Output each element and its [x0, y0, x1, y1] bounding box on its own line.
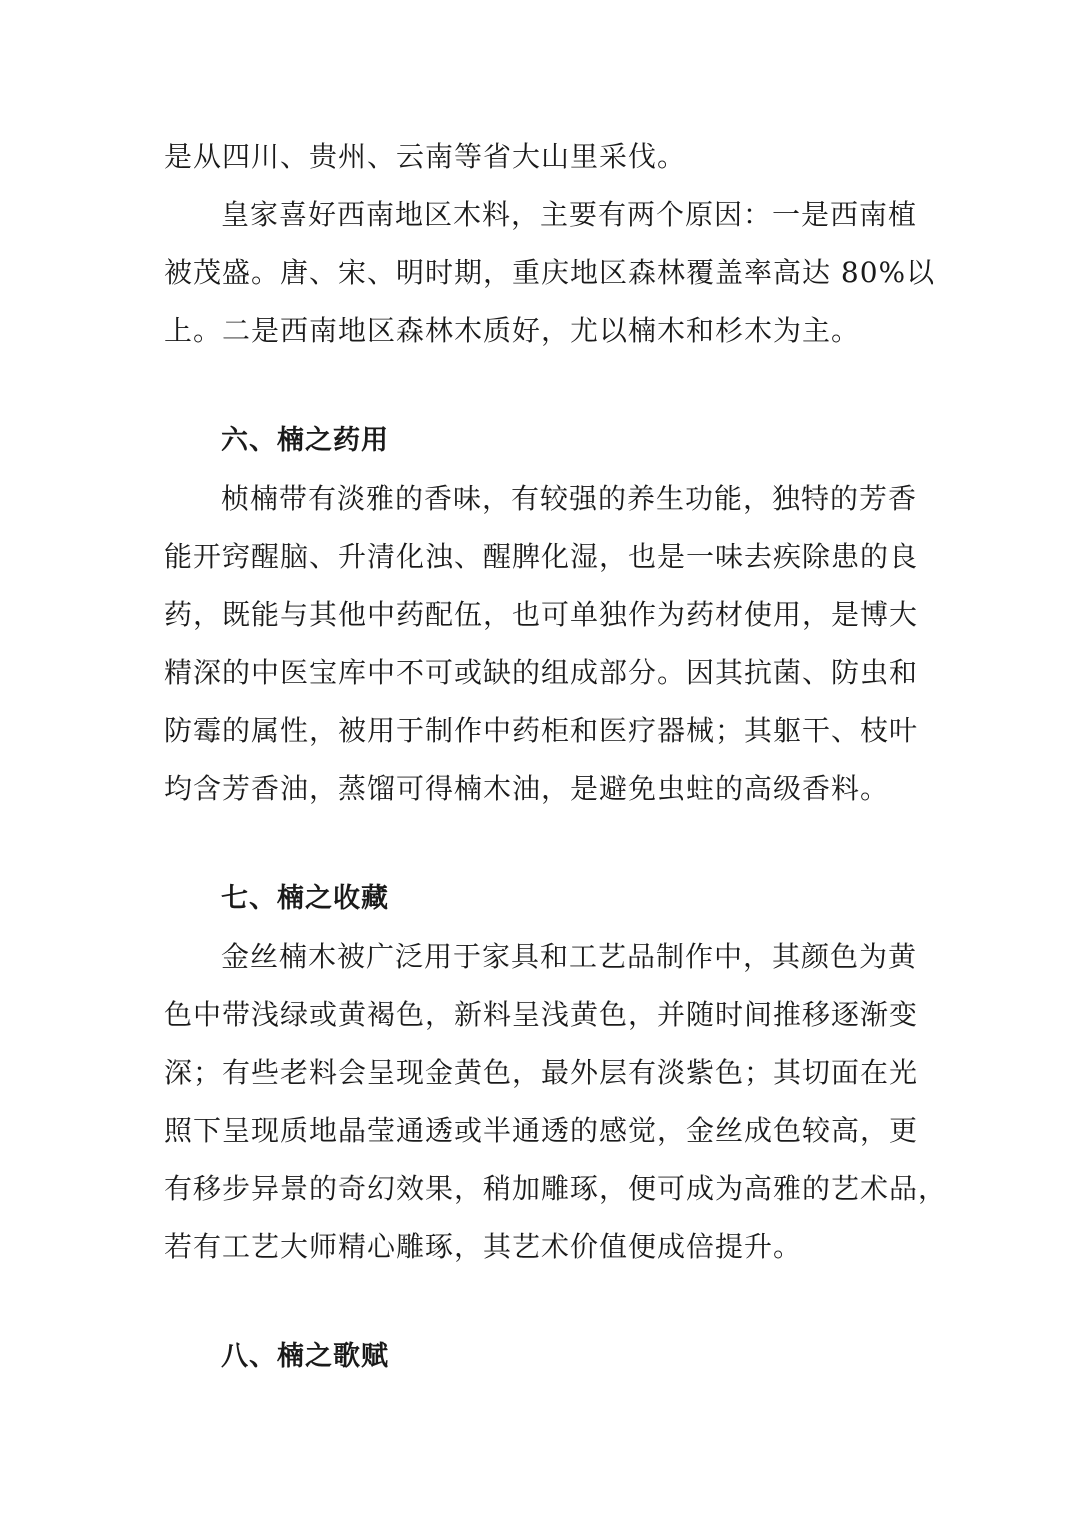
text-line: 有移步异景的奇幻效果，稍加雕琢，便可成为高雅的艺术品， — [164, 1172, 948, 1205]
text-line: 深；有些老料会呈现金黄色，最外层有淡紫色；其切面在光 — [164, 1056, 919, 1089]
text-line: 色中带浅绿或黄褐色，新料呈浅黄色，并随时间推移逐渐变 — [164, 998, 919, 1031]
text-line: 防霉的属性，被用于制作中药柜和医疗器械；其躯干、枝叶 — [164, 714, 919, 747]
text-line: 被茂盛。唐、宋、明时期，重庆地区森林覆盖率高达 80%以 — [164, 256, 936, 289]
text-line: 金丝楠木被广泛用于家具和工艺品制作中，其颜色为黄 — [221, 940, 918, 973]
text-line: 是从四川、贵州、云南等省大山里采伐。 — [164, 140, 687, 173]
text-line: 均含芳香油，蒸馏可得楠木油，是避免虫蛀的高级香料。 — [164, 772, 890, 805]
paragraph — [164, 128, 914, 186]
text-line: 桢楠带有淡雅的香味，有较强的养生功能，独特的芳香 — [221, 482, 918, 515]
text-line: 能开窍醒脑、升清化浊、醒脾化湿，也是一味去疾除患的良 — [164, 540, 919, 573]
text-line: 若有工艺大师精心雕琢，其艺术价值便成倍提升。 — [164, 1230, 803, 1263]
section-heading: 七、楠之收藏 — [221, 883, 389, 914]
text-line: 精深的中医宝库中不可或缺的组成部分。因其抗菌、防虫和 — [164, 656, 919, 689]
text-line: 照下呈现质地晶莹通透或半通透的感觉，金丝成色较高，更 — [164, 1114, 919, 1147]
section-heading: 八、楠之歌赋 — [221, 1341, 389, 1372]
text-line: 上。二是西南地区森林木质好，尤以楠木和杉木为主。 — [164, 314, 861, 347]
text-line: 药，既能与其他中药配伍，也可单独作为药材使用，是博大 — [164, 598, 919, 631]
document-page — [164, 128, 948, 1386]
section-heading: 六、楠之药用 — [221, 425, 389, 456]
paragraph — [164, 928, 948, 1276]
paragraph — [164, 186, 936, 360]
text-line: 皇家喜好西南地区木料，主要有两个原因：一是西南植 — [221, 198, 918, 231]
paragraph — [164, 470, 919, 818]
